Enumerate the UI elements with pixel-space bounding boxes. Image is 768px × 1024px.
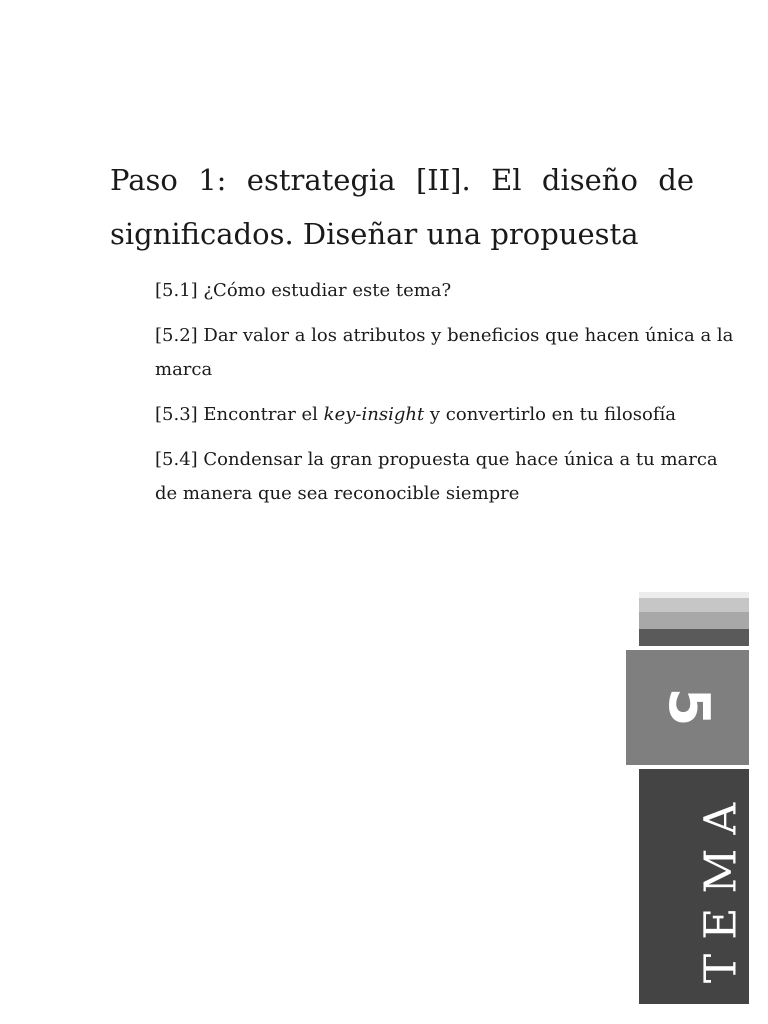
chapter-number: 5 — [656, 687, 721, 727]
toc-item-5-3-suffix: y convertirlo en tu filosofía — [424, 404, 676, 425]
chapter-number-box — [626, 650, 749, 765]
tab-stripe-4 — [639, 629, 749, 646]
toc-item-5-3-prefix: [5.3] Encontrar el — [155, 404, 324, 425]
toc-item-5-4: [5.4] Condensar la gran propuesta que hace única a tu marca de manera que sea reconocible siempre — [155, 449, 718, 504]
toc-item-5-3 — [155, 398, 745, 432]
toc-item-5-1: [5.1] ¿Cómo estudiar este tema? — [155, 280, 452, 301]
tab-stripe-3 — [639, 612, 749, 629]
tab-stripe-2 — [639, 598, 749, 612]
document-title: Paso 1: estrategia [II]. El diseño de significados. Diseñar una propuesta — [110, 163, 694, 251]
toc-item-5-2: [5.2] Dar valor a los atributos y beneficios que hacen única a la marca — [155, 325, 734, 380]
chapter-label: TEMA — [695, 788, 747, 984]
toc-item-5-3-emphasis: key-insight — [323, 404, 425, 425]
table-of-contents — [155, 274, 745, 522]
chapter-label-box — [639, 769, 749, 1004]
